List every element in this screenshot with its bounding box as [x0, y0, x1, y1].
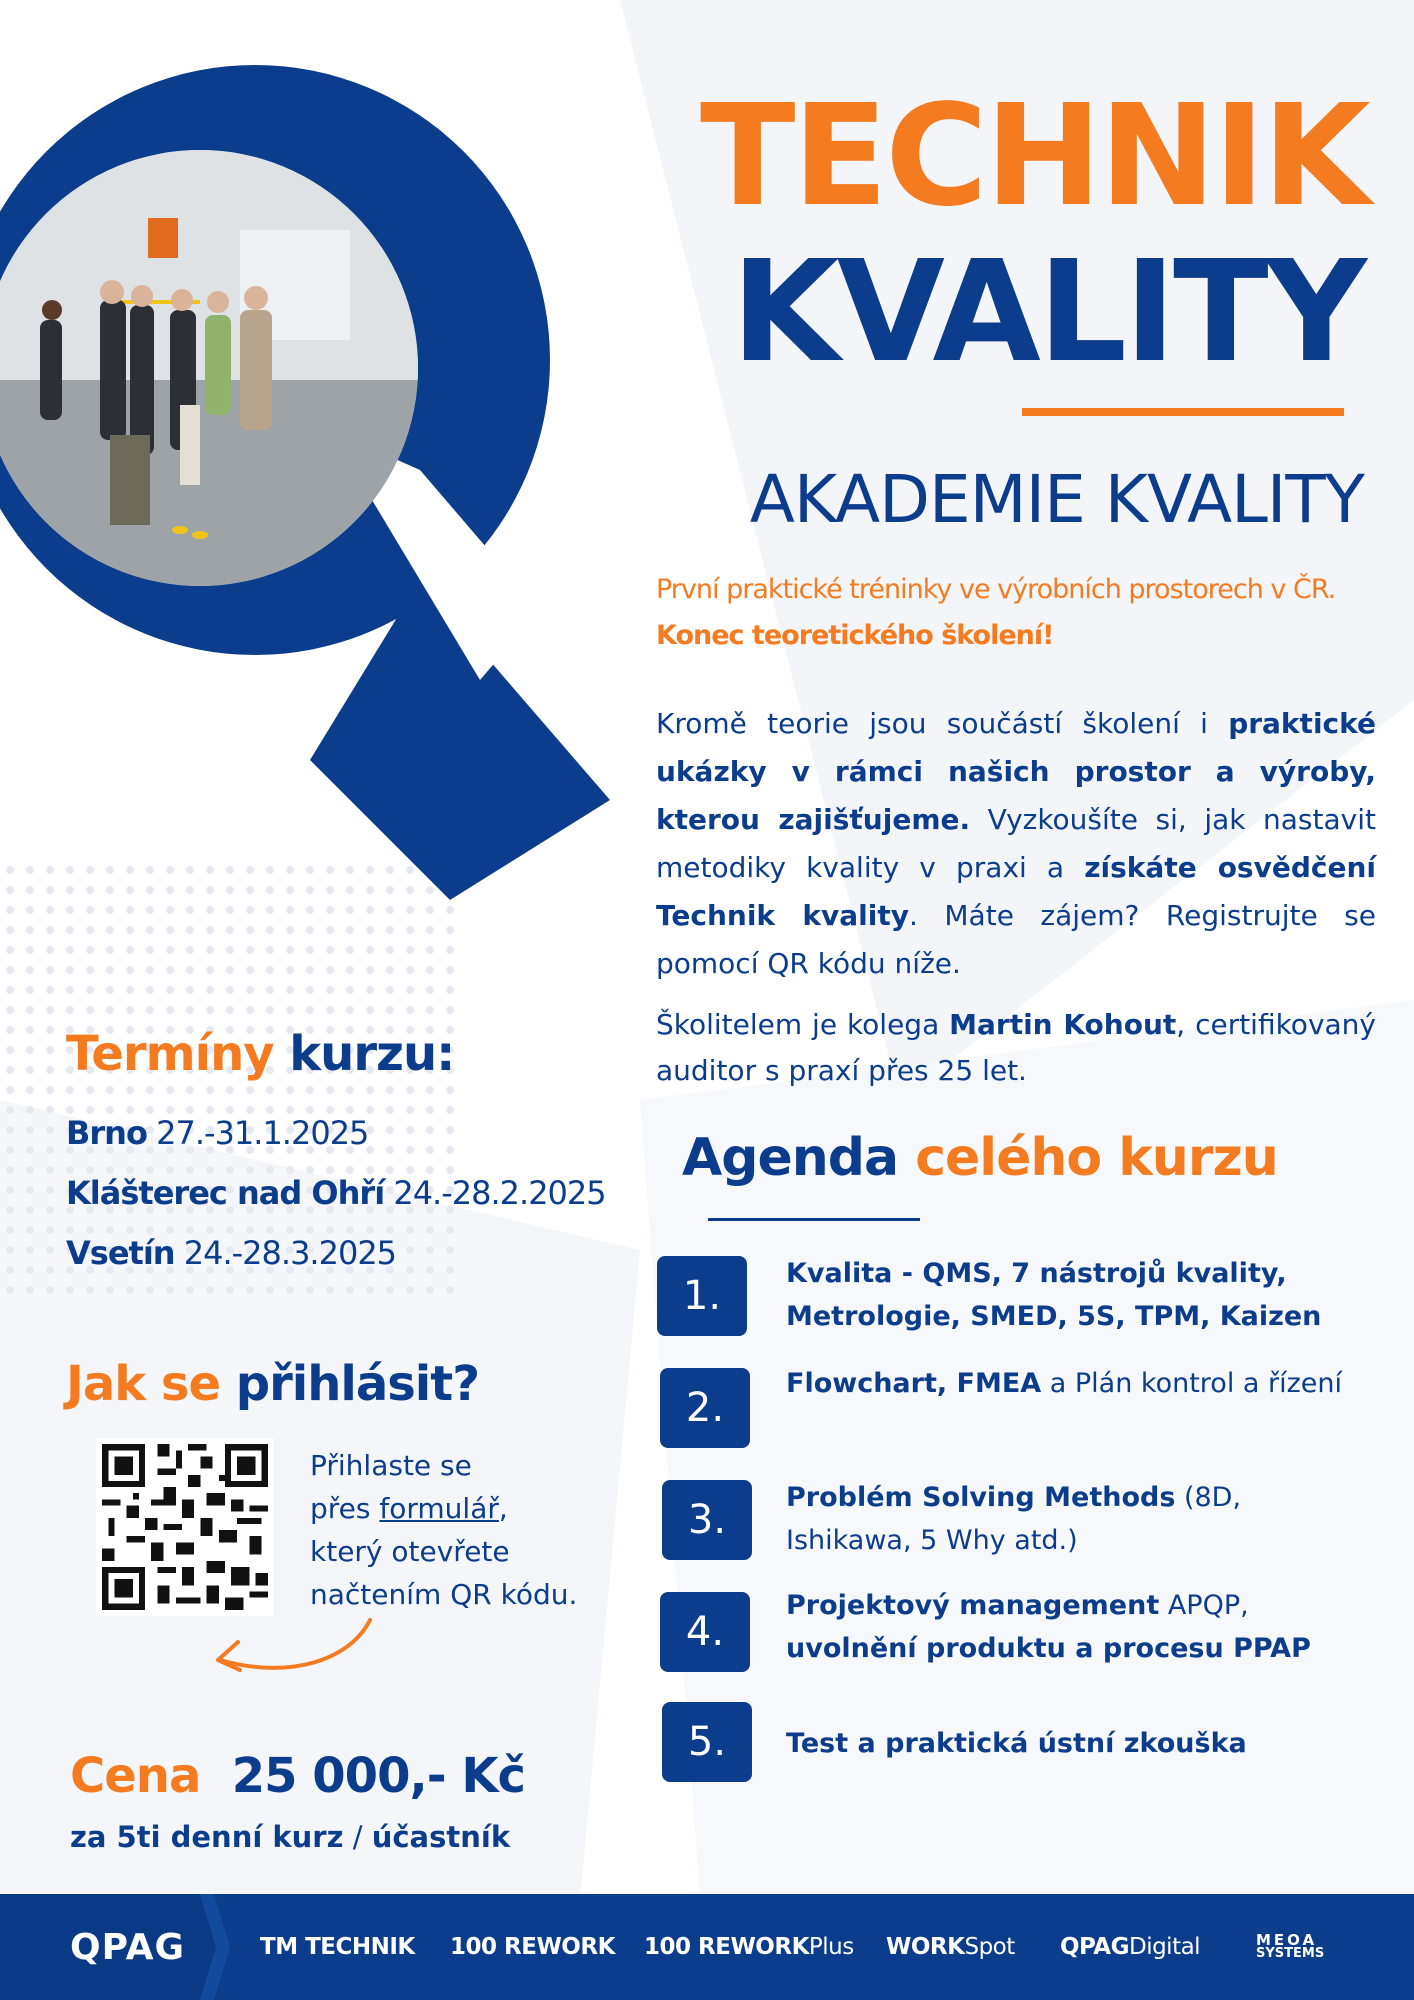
logo-100-rework-plus[interactable]: 100 REWORK Plus: [644, 1934, 854, 1960]
subtitle-line-2: Konec teoretického školení!: [656, 620, 1054, 651]
curved-arrow-icon: [200, 1610, 380, 1690]
agenda-item: Kvalita - QMS, 7 nástrojů kvality, Metrologie, SMED, 5S, TPM, Kaizen: [786, 1258, 1322, 1332]
term-item: Vsetín 24.-28.3.2025: [66, 1234, 397, 1272]
term-item: Brno 27.-31.1.2025: [66, 1114, 369, 1152]
agenda-number: 4.: [660, 1592, 750, 1672]
qr-code-icon[interactable]: [96, 1438, 274, 1616]
title-line-2: KVALITY: [731, 231, 1364, 394]
agenda-item: Projektový management APQP, uvolnění produktu a procesu PPAP: [786, 1590, 1311, 1664]
subtitle-line-1: První praktické tréninky ve výrobních prostorech v ČR.: [656, 574, 1336, 605]
registration-form-link[interactable]: formulář: [379, 1492, 499, 1525]
terms-heading: Termíny kurzu:: [66, 1026, 455, 1082]
trainer-info: Školitelem je kolega Martin Kohout, certifikovaný auditor s praxí přes 25 let.: [656, 1008, 1376, 1087]
title-line-3: AKADEMIE KVALITY: [749, 461, 1364, 538]
registration-heading: Jak se přihlásit?: [66, 1356, 480, 1412]
agenda-number: 1.: [657, 1256, 747, 1336]
agenda-item: Test a praktická ústní zkouška: [786, 1728, 1247, 1759]
logo-tm-technik[interactable]: TM TECHNIK: [260, 1934, 415, 1960]
term-item: Klášterec nad Ohří 24.-28.2.2025: [66, 1174, 606, 1212]
title-divider: [1022, 408, 1344, 416]
agenda-number: 5.: [662, 1702, 752, 1782]
title-line-1: TECHNIK: [700, 75, 1368, 238]
agenda-divider: [708, 1218, 920, 1221]
logo-100-rework[interactable]: 100 REWORK: [450, 1934, 615, 1960]
agenda-item: Problém Solving Methods (8D, Ishikawa, 5 Why atd.): [786, 1482, 1242, 1556]
logo-meoa-systems[interactable]: MEOA SYSTEMS: [1256, 1931, 1325, 1961]
agenda-number: 2.: [660, 1368, 750, 1448]
agenda-heading: Agenda celého kurzu: [682, 1128, 1278, 1188]
registration-instructions: Přihlaste se přes formulář, který otevřete načtením QR kódu.: [310, 1449, 578, 1611]
training-group-photo: [0, 150, 420, 590]
agenda-number: 3.: [662, 1480, 752, 1560]
price: Cena 25 000,- Kč: [70, 1748, 525, 1804]
logo-work-spot[interactable]: WORK Spot: [886, 1934, 1015, 1960]
course-description: Kromě teorie jsou součástí školení i praktické ukázky v rámci našich prostor a výroby, kterou zajišťujeme. Vyzkoušíte si, jak nastavit metodiky kvality v praxi a získáte osvědčení Technik kvality. Máte zájem? Registrujte se pomocí QR kódu níže.: [656, 707, 1376, 980]
agenda-item: Flowchart, FMEA a Plán kontrol a řízení: [786, 1368, 1343, 1399]
logo-qpag-digital[interactable]: QPAG Digital: [1060, 1934, 1201, 1960]
logo-qpag[interactable]: QPAG: [70, 1926, 186, 1968]
price-note: za 5ti denní kurz / účastník: [70, 1820, 511, 1854]
